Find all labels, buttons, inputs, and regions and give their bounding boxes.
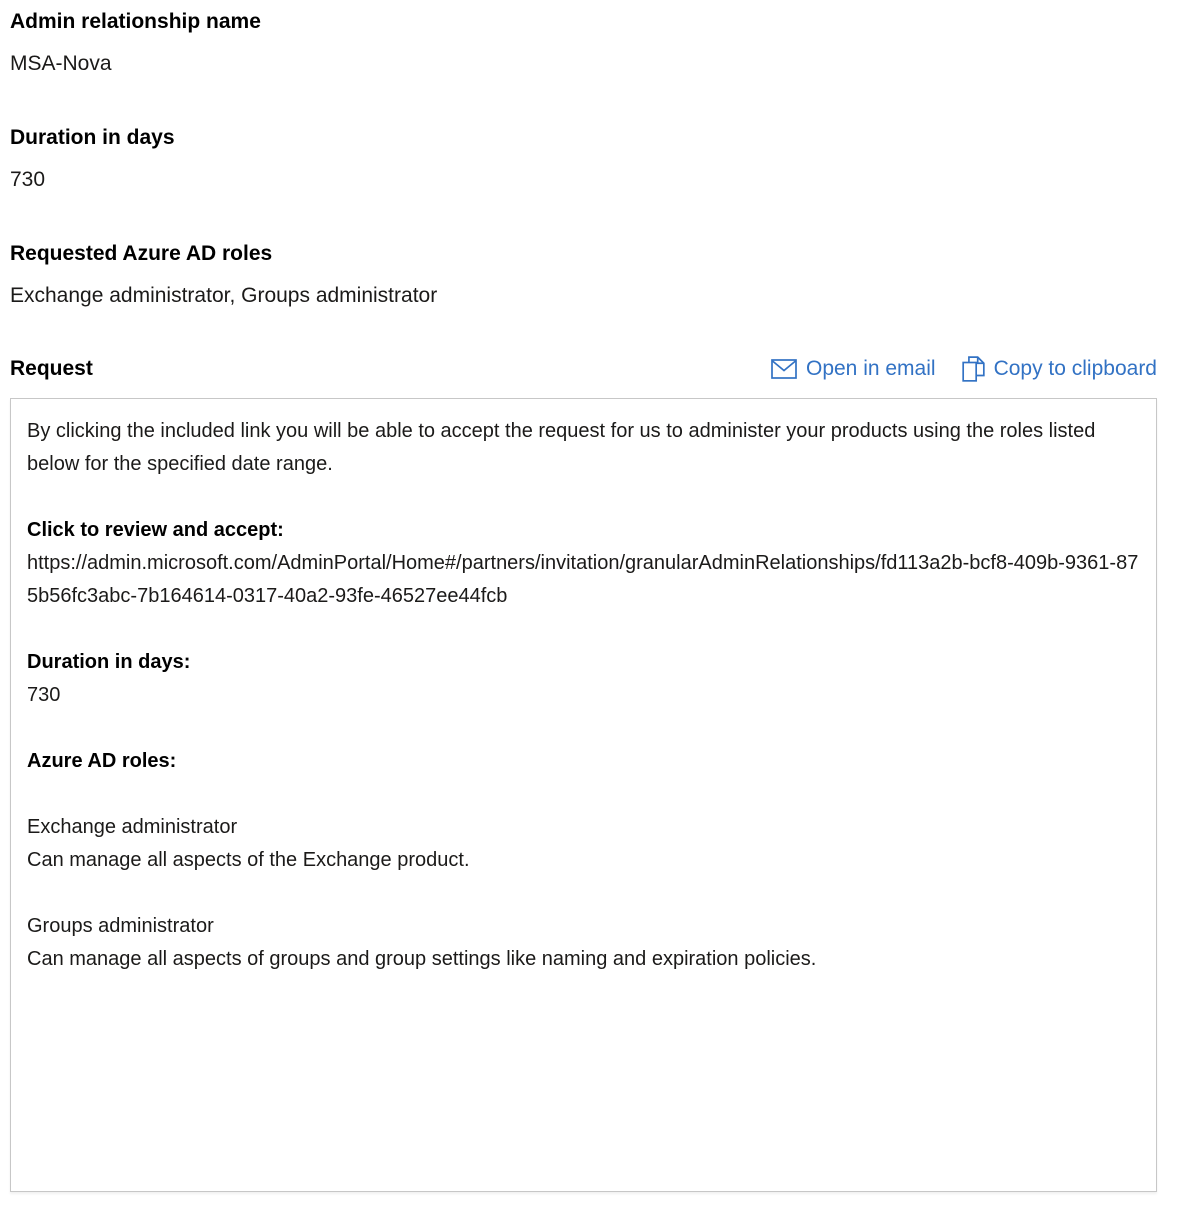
copy-icon bbox=[962, 356, 985, 382]
request-body-box bbox=[10, 398, 1157, 1192]
admin-relationship-name-value: MSA-Nova bbox=[10, 52, 112, 75]
field-duration-in-days bbox=[10, 126, 1157, 192]
open-in-email-link[interactable] bbox=[771, 357, 936, 381]
duration-heading: Duration in days: bbox=[27, 651, 191, 673]
review-heading: Click to review and accept: bbox=[27, 519, 284, 541]
roles-heading-block bbox=[27, 745, 1140, 778]
request-label: Request bbox=[10, 357, 93, 380]
admin-relationship-name-label: Admin relationship name bbox=[10, 10, 261, 33]
invitation-url: https://admin.microsoft.com/AdminPortal/Home#/partners/invitation/granularAdminRelationships/fd113a2b-bcf8-409b-9361-875b56fc3abc-7b164614-0317-40a2-93fe-46527ee44fcb bbox=[27, 552, 1139, 607]
open-in-email-label: Open in email bbox=[805, 357, 936, 380]
role-description: Can manage all aspects of the Exchange product. bbox=[27, 849, 470, 871]
email-icon bbox=[771, 359, 797, 379]
duration-in-days-value: 730 bbox=[10, 168, 46, 191]
copy-to-clipboard-label: Copy to clipboard bbox=[993, 357, 1157, 380]
role-description: Can manage all aspects of groups and group settings like naming and expiration policies. bbox=[27, 948, 817, 970]
role-name: Groups administrator bbox=[27, 915, 214, 937]
roles-heading: Azure AD roles: bbox=[27, 750, 177, 772]
request-actions bbox=[771, 356, 1157, 382]
field-admin-relationship-name bbox=[10, 10, 1157, 76]
role-block-groups bbox=[27, 910, 1140, 976]
copy-to-clipboard-link[interactable] bbox=[962, 356, 1157, 382]
duration-in-days-label: Duration in days bbox=[10, 126, 175, 149]
request-header-row bbox=[10, 356, 1157, 382]
field-requested-azure-ad-roles bbox=[10, 242, 1157, 308]
role-name: Exchange administrator bbox=[27, 816, 238, 838]
request-intro-text: By clicking the included link you will be able to accept the request for us to administer your products using the roles listed below for the specified date range. bbox=[27, 420, 1096, 475]
request-duration-block bbox=[27, 646, 1140, 712]
requested-azure-ad-roles-value: Exchange administrator, Groups administrator bbox=[10, 284, 438, 307]
request-review-block bbox=[27, 514, 1140, 613]
duration-value: 730 bbox=[27, 684, 61, 706]
role-block-exchange bbox=[27, 811, 1140, 877]
requested-azure-ad-roles-label: Requested Azure AD roles bbox=[10, 242, 273, 265]
